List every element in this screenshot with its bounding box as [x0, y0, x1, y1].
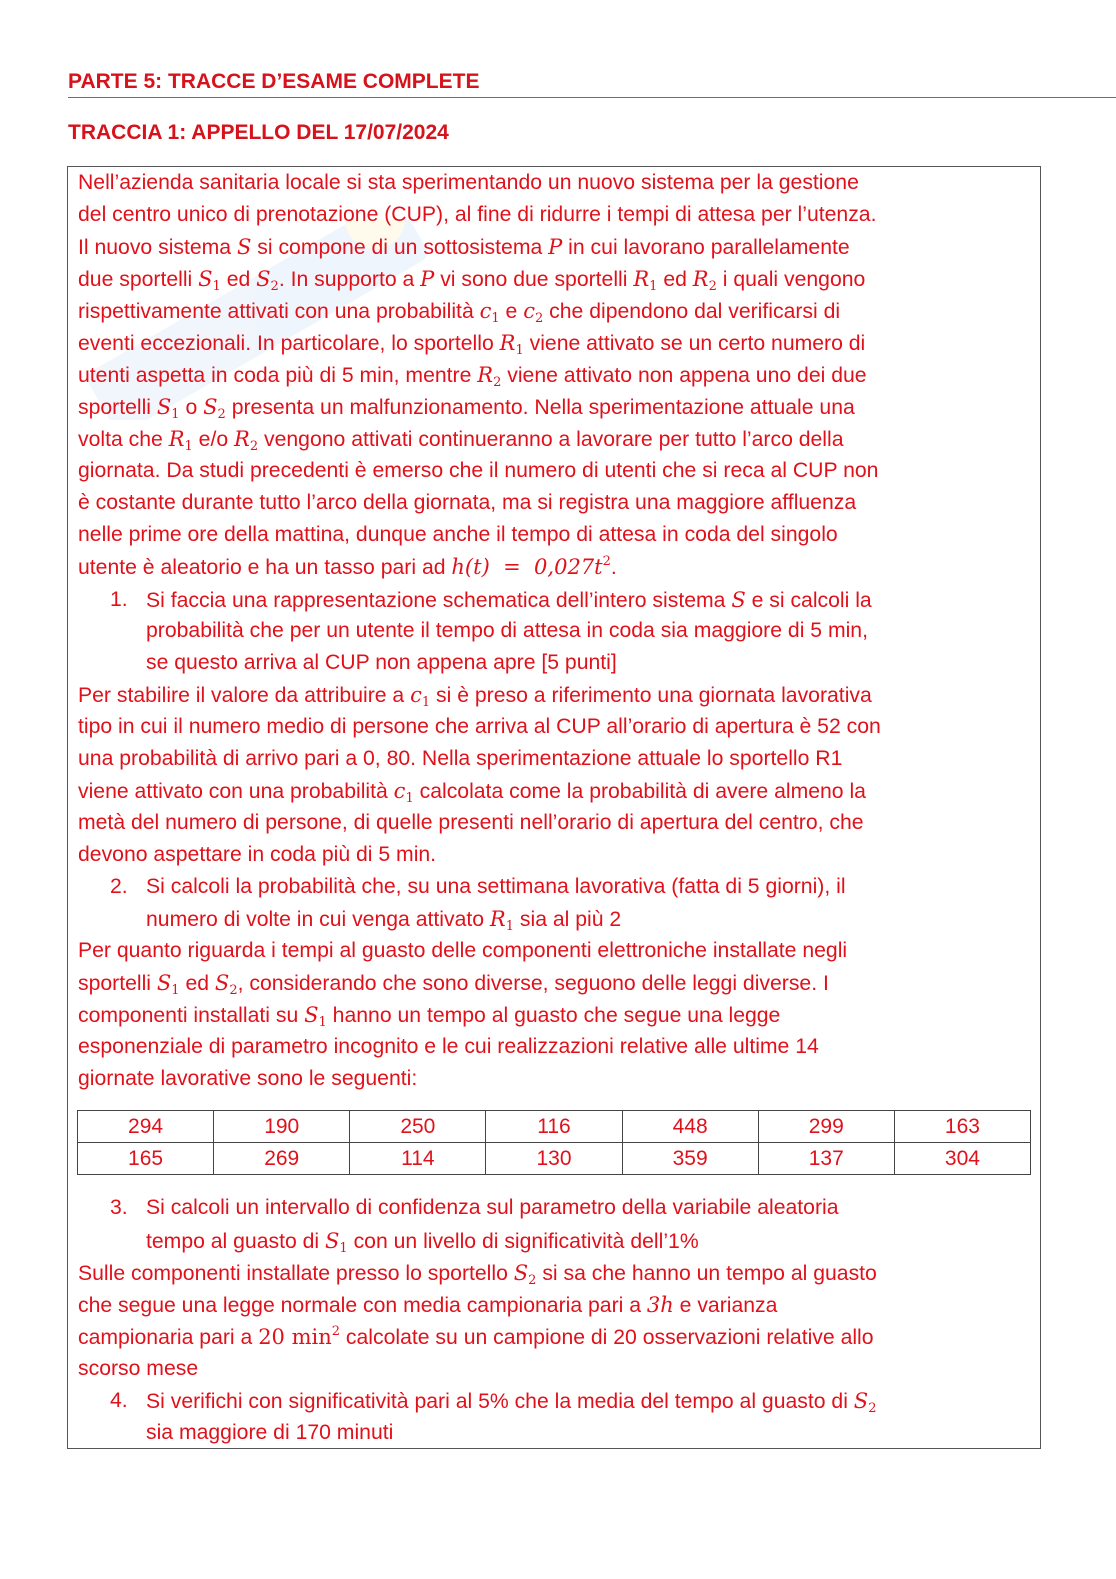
divider [68, 97, 1116, 98]
p3-line-2: sportelli $S_1$ ed $S_2$, considerando che sono diverse, seguono delle leggi diverse. I [78, 971, 829, 998]
p2-line-6: devono aspettare in coda più di 5 min. [78, 843, 437, 866]
intro-line-13: utente è aleatorio e ha un tasso pari ad $h(t) = 0,027t^2$. [78, 554, 617, 579]
p4-line-3: campionaria pari a 20 $\min^2$ calcolate su un campione di 20 osservazioni relative allo [78, 1324, 874, 1349]
p3-line-5: giornate lavorative sono le seguenti: [78, 1067, 418, 1090]
trace-title: TRACCIA 1: APPELLO DEL 17/07/2024 [68, 121, 449, 144]
p3-line-4: esponenziale di parametro incognito e le cui realizzazioni relative alle ultime 14 [78, 1035, 819, 1058]
intro-line-10: giornata. Da studi precedenti è emerso che il numero di utenti che si reca al CUP non [78, 459, 879, 482]
table-cell: 130 [486, 1143, 622, 1175]
intro-line-7: utenti aspetta in coda più di 5 min, mentre $R_2$ viene attivato non appena uno dei due [78, 363, 867, 390]
intro-line-12: nelle prime ore della mattina, dunque anche il tempo di attesa in coda del singolo [78, 523, 838, 546]
table-row [78, 1111, 1031, 1143]
part-title: PARTE 5: TRACCE D’ESAME COMPLETE [68, 70, 480, 93]
table-cell: 448 [622, 1111, 758, 1143]
table-row [78, 1143, 1031, 1175]
q2-line-1: Si calcoli la probabilità che, su una settimana lavorativa (fatta di 5 giorni), il [146, 875, 846, 898]
q1-line-2: probabilità che per un utente il tempo di attesa in coda sia maggiore di 5 min, [146, 619, 868, 642]
q1-number: 1. [110, 588, 128, 611]
intro-line-11: è costante durante tutto l’arco della giornata, ma si registra una maggiore affluenza [78, 491, 857, 514]
intro-line-4: due sportelli $S_1$ ed $S_2$. In supporto a P vi sono due sportelli $R_1$ ed $R_2$ i quali vengono [78, 267, 866, 294]
p3-line-1: Per quanto riguarda i tempi al guasto delle componenti elettroniche installate negli [78, 939, 848, 962]
q4-line-2: sia maggiore di 170 minuti [146, 1421, 394, 1444]
data-table [77, 1110, 1031, 1175]
q3-line-1: Si calcoli un intervallo di confidenza sul parametro della variabile aleatoria [146, 1196, 839, 1219]
intro-line-3: Il nuovo sistema S si compone di un sottosistema P in cui lavorano parallelamente [78, 235, 850, 259]
intro-line-8: sportelli $S_1$ o $S_2$ presenta un malfunzionamento. Nella sperimentazione attuale una [78, 395, 855, 422]
table-cell: 114 [350, 1143, 486, 1175]
q4-number: 4. [110, 1389, 128, 1412]
p2-line-3: una probabilità di arrivo pari a 0, 80. Nella sperimentazione attuale lo sportello R1 [78, 747, 843, 770]
p2-line-4: viene attivato con una probabilità $c_1$ calcolata come la probabilità di avere almeno la [78, 779, 866, 806]
q3-line-2: tempo al guasto di $S_1$ con un livello di significatività dell’1% [146, 1229, 699, 1256]
table-cell: 137 [758, 1143, 894, 1175]
table-cell: 190 [214, 1111, 350, 1143]
table-cell: 304 [894, 1143, 1030, 1175]
intro-line-1: Nell’azienda sanitaria locale si sta sperimentando un nuovo sistema per la gestione [78, 171, 859, 194]
p4-line-2: che segue una legge normale con media campionaria pari a 3h e varianza [78, 1293, 778, 1317]
table-cell: 359 [622, 1143, 758, 1175]
p3-line-3: componenti installati su $S_1$ hanno un tempo al guasto che segue una legge [78, 1003, 781, 1030]
table-cell: 269 [214, 1143, 350, 1175]
table-cell: 250 [350, 1111, 486, 1143]
intro-line-6: eventi eccezionali. In particolare, lo sportello $R_1$ viene attivato se un certo numero di [78, 331, 866, 358]
table-cell: 294 [78, 1111, 214, 1143]
q4-line-1: Si verifichi con significatività pari al 5% che la media del tempo al guasto di $S_2$ [146, 1389, 877, 1416]
intro-line-5: rispettivamente attivati con una probabilità $c_1$ e $c_2$ che dipendono dal verificarsi di [78, 299, 841, 326]
q1-line-1: Si faccia una rappresentazione schematica dell’intero sistema S e si calcoli la [146, 588, 872, 612]
intro-line-2: del centro unico di prenotazione (CUP), al fine di ridurre i tempi di attesa per l’utenza. [78, 203, 877, 226]
q3-number: 3. [110, 1196, 128, 1219]
table-cell: 116 [486, 1111, 622, 1143]
p2-line-5: metà del numero di persone, di quelle presenti nell’orario di apertura del centro, che [78, 811, 864, 834]
p4-line-4: scorso mese [78, 1357, 199, 1380]
q2-line-2: numero di volte in cui venga attivato $R_1$ sia al più 2 [146, 907, 622, 934]
p4-line-1: Sulle componenti installate presso lo sportello $S_2$ si sa che hanno un tempo al guasto [78, 1261, 877, 1288]
q1-line-3: se questo arriva al CUP non appena apre [5 punti] [146, 651, 617, 674]
p2-line-1: Per stabilire il valore da attribuire a $c_1$ si è preso a riferimento una giornata lavorativa [78, 683, 872, 710]
table-cell: 163 [894, 1111, 1030, 1143]
table-cell: 165 [78, 1143, 214, 1175]
intro-line-9: volta che $R_1$ e/o $R_2$ vengono attivati continueranno a lavorare per tutto l’arco della [78, 427, 844, 454]
q2-number: 2. [110, 875, 128, 898]
p2-line-2: tipo in cui il numero medio di persone che arriva al CUP all’orario di apertura è 52 con [78, 715, 881, 738]
table-cell: 299 [758, 1111, 894, 1143]
